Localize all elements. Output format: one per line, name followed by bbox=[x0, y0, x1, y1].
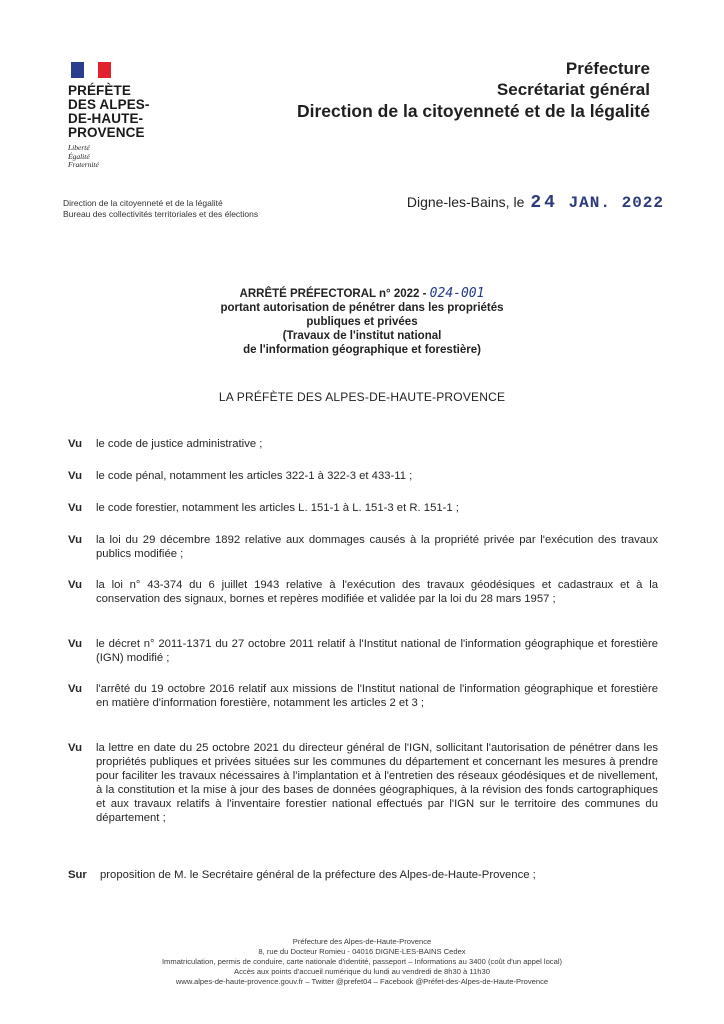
clause-label: Vu bbox=[68, 502, 83, 514]
visa-clause bbox=[68, 437, 658, 451]
visa-clause bbox=[68, 741, 658, 825]
document-date bbox=[407, 193, 664, 213]
clause-label: Vu bbox=[68, 534, 83, 546]
arrete-subject-line: portant autorisation de pénétrer dans les propriétés bbox=[220, 302, 504, 314]
clause-label: Sur bbox=[68, 869, 87, 881]
prefecture-logo bbox=[68, 62, 188, 170]
date-stamp bbox=[530, 194, 664, 212]
marianne-flag-icon bbox=[71, 62, 111, 78]
arrete-title bbox=[0, 287, 724, 357]
clause-label: Vu bbox=[68, 470, 83, 482]
arrete-prefix: ARRÊTÉ PRÉFECTORAL n° 2022 - bbox=[239, 288, 427, 300]
logo-title-line: PROVENCE bbox=[68, 125, 145, 140]
logo-title-line: DES ALPES- bbox=[68, 97, 150, 112]
arrete-subject-line: publiques et privées bbox=[306, 316, 418, 328]
footer-web-links: www.alpes-de-haute-provence.gouv.fr – Twitter @prefet04 – Facebook @Préfet-des-Alpes-de-Haute-Provence bbox=[175, 977, 549, 986]
service-direction: Direction de la citoyenneté et de la légalité bbox=[63, 198, 223, 208]
clause-text: la loi n° 43-374 du 6 juillet 1943 relative à l'exécution des travaux géodésiques et cadastraux et à la conservation des signaux, bornes et repères modifiée et validée par la loi du 28 mars 1957 ; bbox=[96, 579, 658, 605]
date-stamp-month-year: JAN. 2022 bbox=[568, 194, 664, 212]
visa-clause bbox=[68, 533, 658, 561]
motto-line: Égalité bbox=[68, 151, 90, 161]
header-prefecture: Préfecture bbox=[565, 59, 650, 78]
footer-line: Préfecture des Alpes-de-Haute-Provence bbox=[292, 937, 432, 946]
document-header bbox=[297, 58, 650, 123]
logo-title-line: PRÉFÈTE bbox=[68, 83, 131, 98]
clause-label: Vu bbox=[68, 579, 83, 591]
visa-clause bbox=[68, 501, 658, 515]
clause-text: le code forestier, notamment les articles L. 151-1 à L. 151-3 et R. 151-1 ; bbox=[96, 502, 459, 514]
visa-clause bbox=[68, 682, 658, 710]
clause-text: le décret n° 2011-1371 du 27 octobre 2011 relatif à l'Institut national de l'information géographique et forestière (IGN) modifié ; bbox=[96, 638, 658, 664]
clause-label: Vu bbox=[68, 683, 83, 695]
arrete-subject-line: de l'information géographique et forestière) bbox=[243, 344, 481, 356]
visa-clause bbox=[68, 637, 658, 665]
logo-title bbox=[68, 84, 188, 140]
header-secretariat: Secrétariat général bbox=[496, 80, 650, 99]
arrete-number-line bbox=[0, 287, 724, 301]
clause-label: Vu bbox=[68, 638, 83, 650]
header-direction: Direction de la citoyenneté et de la légalité bbox=[296, 101, 650, 121]
clause-text: la lettre en date du 25 octobre 2021 du directeur général de l'IGN, sollicitant l'autorisation de pénétrer dans les propriétés publiques et privées situées sur les communes du département et concernant les mesures à prendre pour faciliter les travaux nécessaires à l'implantation et à l'entretien des réseaux géodésiques et de nivellement, à la constitution et la mise à jour des bases de données géographiques, à la révision des fonds cartographiques et aux travaux relatifs à l'inventaire forestier national effectués par l'IGN sur le territoire des communes du département ; bbox=[96, 742, 658, 824]
clause-text: la loi du 29 décembre 1892 relative aux dommages causés à la propriété privée par l'exécution des travaux publics modifiée ; bbox=[96, 534, 658, 560]
arrete-handwritten-number: 024-001 bbox=[429, 286, 485, 301]
visa-clause bbox=[68, 469, 658, 483]
motto-line: Fraternité bbox=[68, 160, 99, 169]
proposal-clause bbox=[68, 868, 658, 882]
clause-text: proposition de M. le Secrétaire général de la préfecture des Alpes-de-Haute-Provence ; bbox=[100, 869, 536, 881]
motto-line: Liberté bbox=[68, 143, 90, 152]
clause-label: Vu bbox=[68, 742, 83, 754]
date-prefix: Digne-les-Bains, le bbox=[406, 194, 525, 210]
page-footer bbox=[0, 937, 724, 987]
service-bureau: Bureau des collectivités territoriales et des élections bbox=[63, 209, 259, 219]
date-stamp-day: 24 bbox=[530, 193, 558, 213]
logo-title-line: DE-HAUTE- bbox=[68, 111, 144, 126]
issuing-service bbox=[63, 198, 258, 220]
prefete-heading: LA PRÉFÈTE DES ALPES-DE-HAUTE-PROVENCE bbox=[218, 390, 506, 404]
footer-line: Immatriculation, permis de conduire, carte nationale d'identité, passeport – Informations au 3400 (coût d'un appel local) bbox=[161, 957, 563, 966]
republic-motto bbox=[68, 144, 188, 170]
arrete-subject-line: (Travaux de l'institut national bbox=[282, 330, 442, 342]
footer-address: 8, rue du Docteur Romieu - 04016 DIGNE-LES-BAINS Cedex bbox=[258, 947, 466, 956]
visa-clause bbox=[68, 578, 658, 606]
clause-label: Vu bbox=[68, 438, 83, 450]
clause-text: l'arrêté du 19 octobre 2016 relatif aux missions de l'Institut national de l'information géographique et forestière en matière d'information forestière, notamment les articles 2 et 3 ; bbox=[96, 683, 658, 709]
clause-text: le code de justice administrative ; bbox=[96, 438, 263, 450]
footer-line: Accès aux points d'accueil numérique du lundi au vendredi de 8h30 à 11h30 bbox=[234, 967, 490, 976]
clause-text: le code pénal, notamment les articles 322-1 à 322-3 et 433-11 ; bbox=[96, 470, 413, 482]
